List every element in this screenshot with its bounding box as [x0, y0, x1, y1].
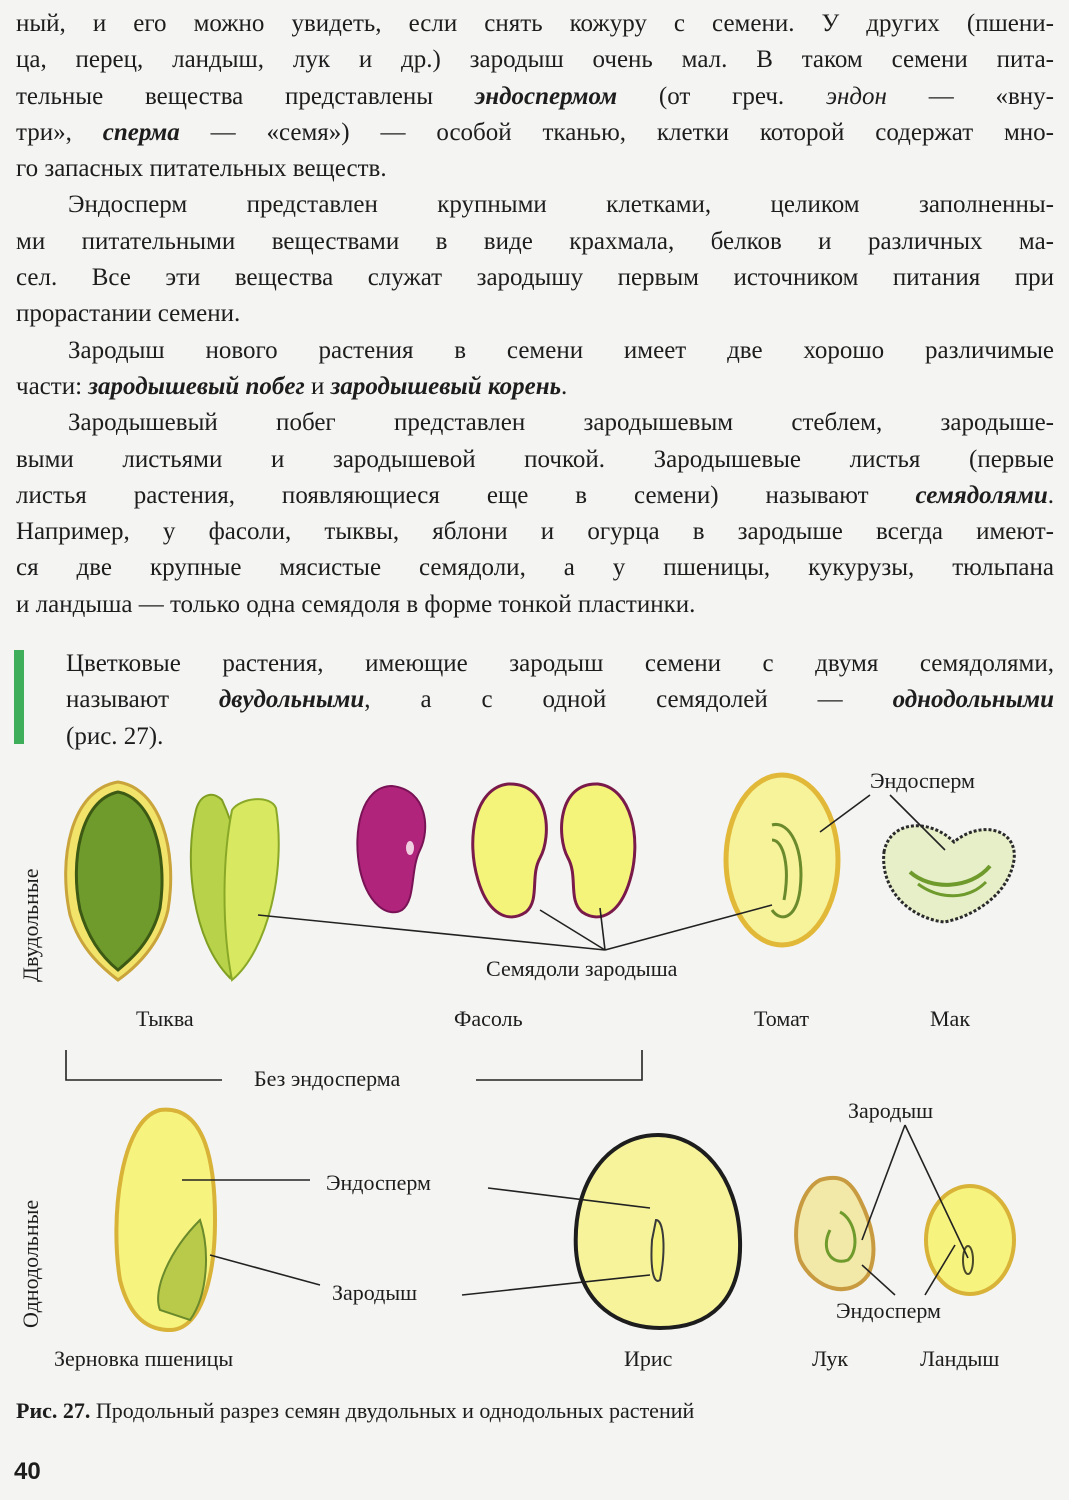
text-line: сел. Все эти вещества служат зародышу первым источником питания при [16, 264, 1054, 292]
text-line: ся две крупные мясистые семядоли, а у пшеницы, кукурузы, тюльпана [16, 554, 1054, 582]
text-line: го запасных питательных веществ. [16, 155, 387, 183]
text-line: прорастании семени. [16, 300, 241, 328]
text-line: части: зародышевый побег и зародышевый корень. [16, 372, 568, 400]
rule-definition [66, 646, 1054, 755]
rule-accent-bar [14, 650, 24, 744]
label-onion: Лук [812, 1346, 849, 1371]
label-pumpkin: Тыква [136, 1006, 194, 1031]
label-no-endosperm: Без эндосперма [254, 1066, 401, 1091]
row-label-monocots: Однодольные [18, 1199, 43, 1328]
poppy-seed-illustration [884, 826, 1015, 922]
term-dicots: двудольными [218, 686, 365, 714]
text-line: тельные вещества представлены эндоспермом (от греч. эндон — «вну- [16, 82, 1054, 110]
label-endosperm-top: Эндосперм [870, 768, 975, 793]
lily-seed-illustration [926, 1186, 1014, 1294]
term-embryo-shoot: зародышевый побег [88, 372, 305, 400]
text-line: Эндосперм представлен крупными клетками, целиком заполненны- [68, 191, 1054, 219]
label-embryo-mid: Зародыш [332, 1280, 418, 1305]
bean-cotyledons-illustration [473, 784, 635, 917]
text-line: ца, перец, ландыш, лук и др.) зародыш очень мал. В таком семени пита- [16, 46, 1054, 74]
label-lily: Ландыш [920, 1346, 1000, 1371]
text-line: ми питательными веществами в виде крахмала, белков и различных ма- [16, 227, 1054, 255]
body-text [16, 6, 1054, 623]
iris-seed-illustration [576, 1135, 740, 1328]
bean-seed-illustration [357, 786, 425, 912]
row-label-dicots: Двудольные [18, 868, 43, 982]
term-embryo-root: зародышевый корень [330, 372, 562, 400]
text-line: Например, у фасоли, тыквы, яблони и огурца в зародыше всегда имеют- [16, 518, 1054, 546]
term-cotyledons: семядолями [915, 481, 1048, 509]
label-endosperm-right: Эндосперм [836, 1298, 941, 1323]
text-line: Зародыш нового растения в семени имеет две хорошо различимые [68, 336, 1054, 364]
wheat-grain-illustration [116, 1110, 215, 1330]
text-line: листья растения, появляющиеся еще в семени) называют семядолями. [16, 481, 1054, 509]
label-cotyledons: Семядоли зародыша [486, 956, 678, 981]
figure-caption: Рис. 27. Продольный разрез семян двудольных и однодольных растений [16, 1398, 695, 1423]
text-line: Цветковые растения, имеющие зародыш семени с двумя семядолями, [66, 650, 1054, 677]
label-embryo-right: Зародыш [848, 1098, 934, 1123]
text-line: ный, и его можно увидеть, если снять кожуру с семени. У других (пшени- [16, 10, 1054, 37]
label-tomato: Томат [754, 1006, 809, 1031]
text-line: Зародышевый побег представлен зародышевым стеблем, зародыше- [68, 409, 1054, 437]
page-number: 40 [14, 1458, 41, 1485]
text-line: три», сперма — «семя») — особой тканью, клетки которой содержат мно- [16, 118, 1055, 146]
text-line: (рис. 27). [66, 722, 164, 750]
text-line: выми листьями и зародышевой почкой. Зародышевые листья (первые [16, 445, 1054, 473]
text-line: и ландыша — только одна семядоля в форме тонкой пластинки. [16, 590, 696, 618]
label-endosperm-mid: Эндосперм [326, 1170, 431, 1195]
text-line: называют двудольными, а с одной семядолей — однодольными [66, 686, 1055, 714]
label-poppy: Мак [930, 1006, 971, 1031]
label-bean: Фасоль [454, 1006, 523, 1031]
term-monocots: однодольными [892, 686, 1055, 714]
label-iris: Ирис [624, 1346, 673, 1371]
term-endosperm: эндоспермом [474, 82, 618, 110]
label-wheat: Зерновка пшеницы [54, 1346, 234, 1371]
onion-seed-illustration [796, 1178, 873, 1289]
pumpkin-seed-illustration [66, 782, 279, 980]
tomato-seed-illustration [726, 775, 838, 945]
